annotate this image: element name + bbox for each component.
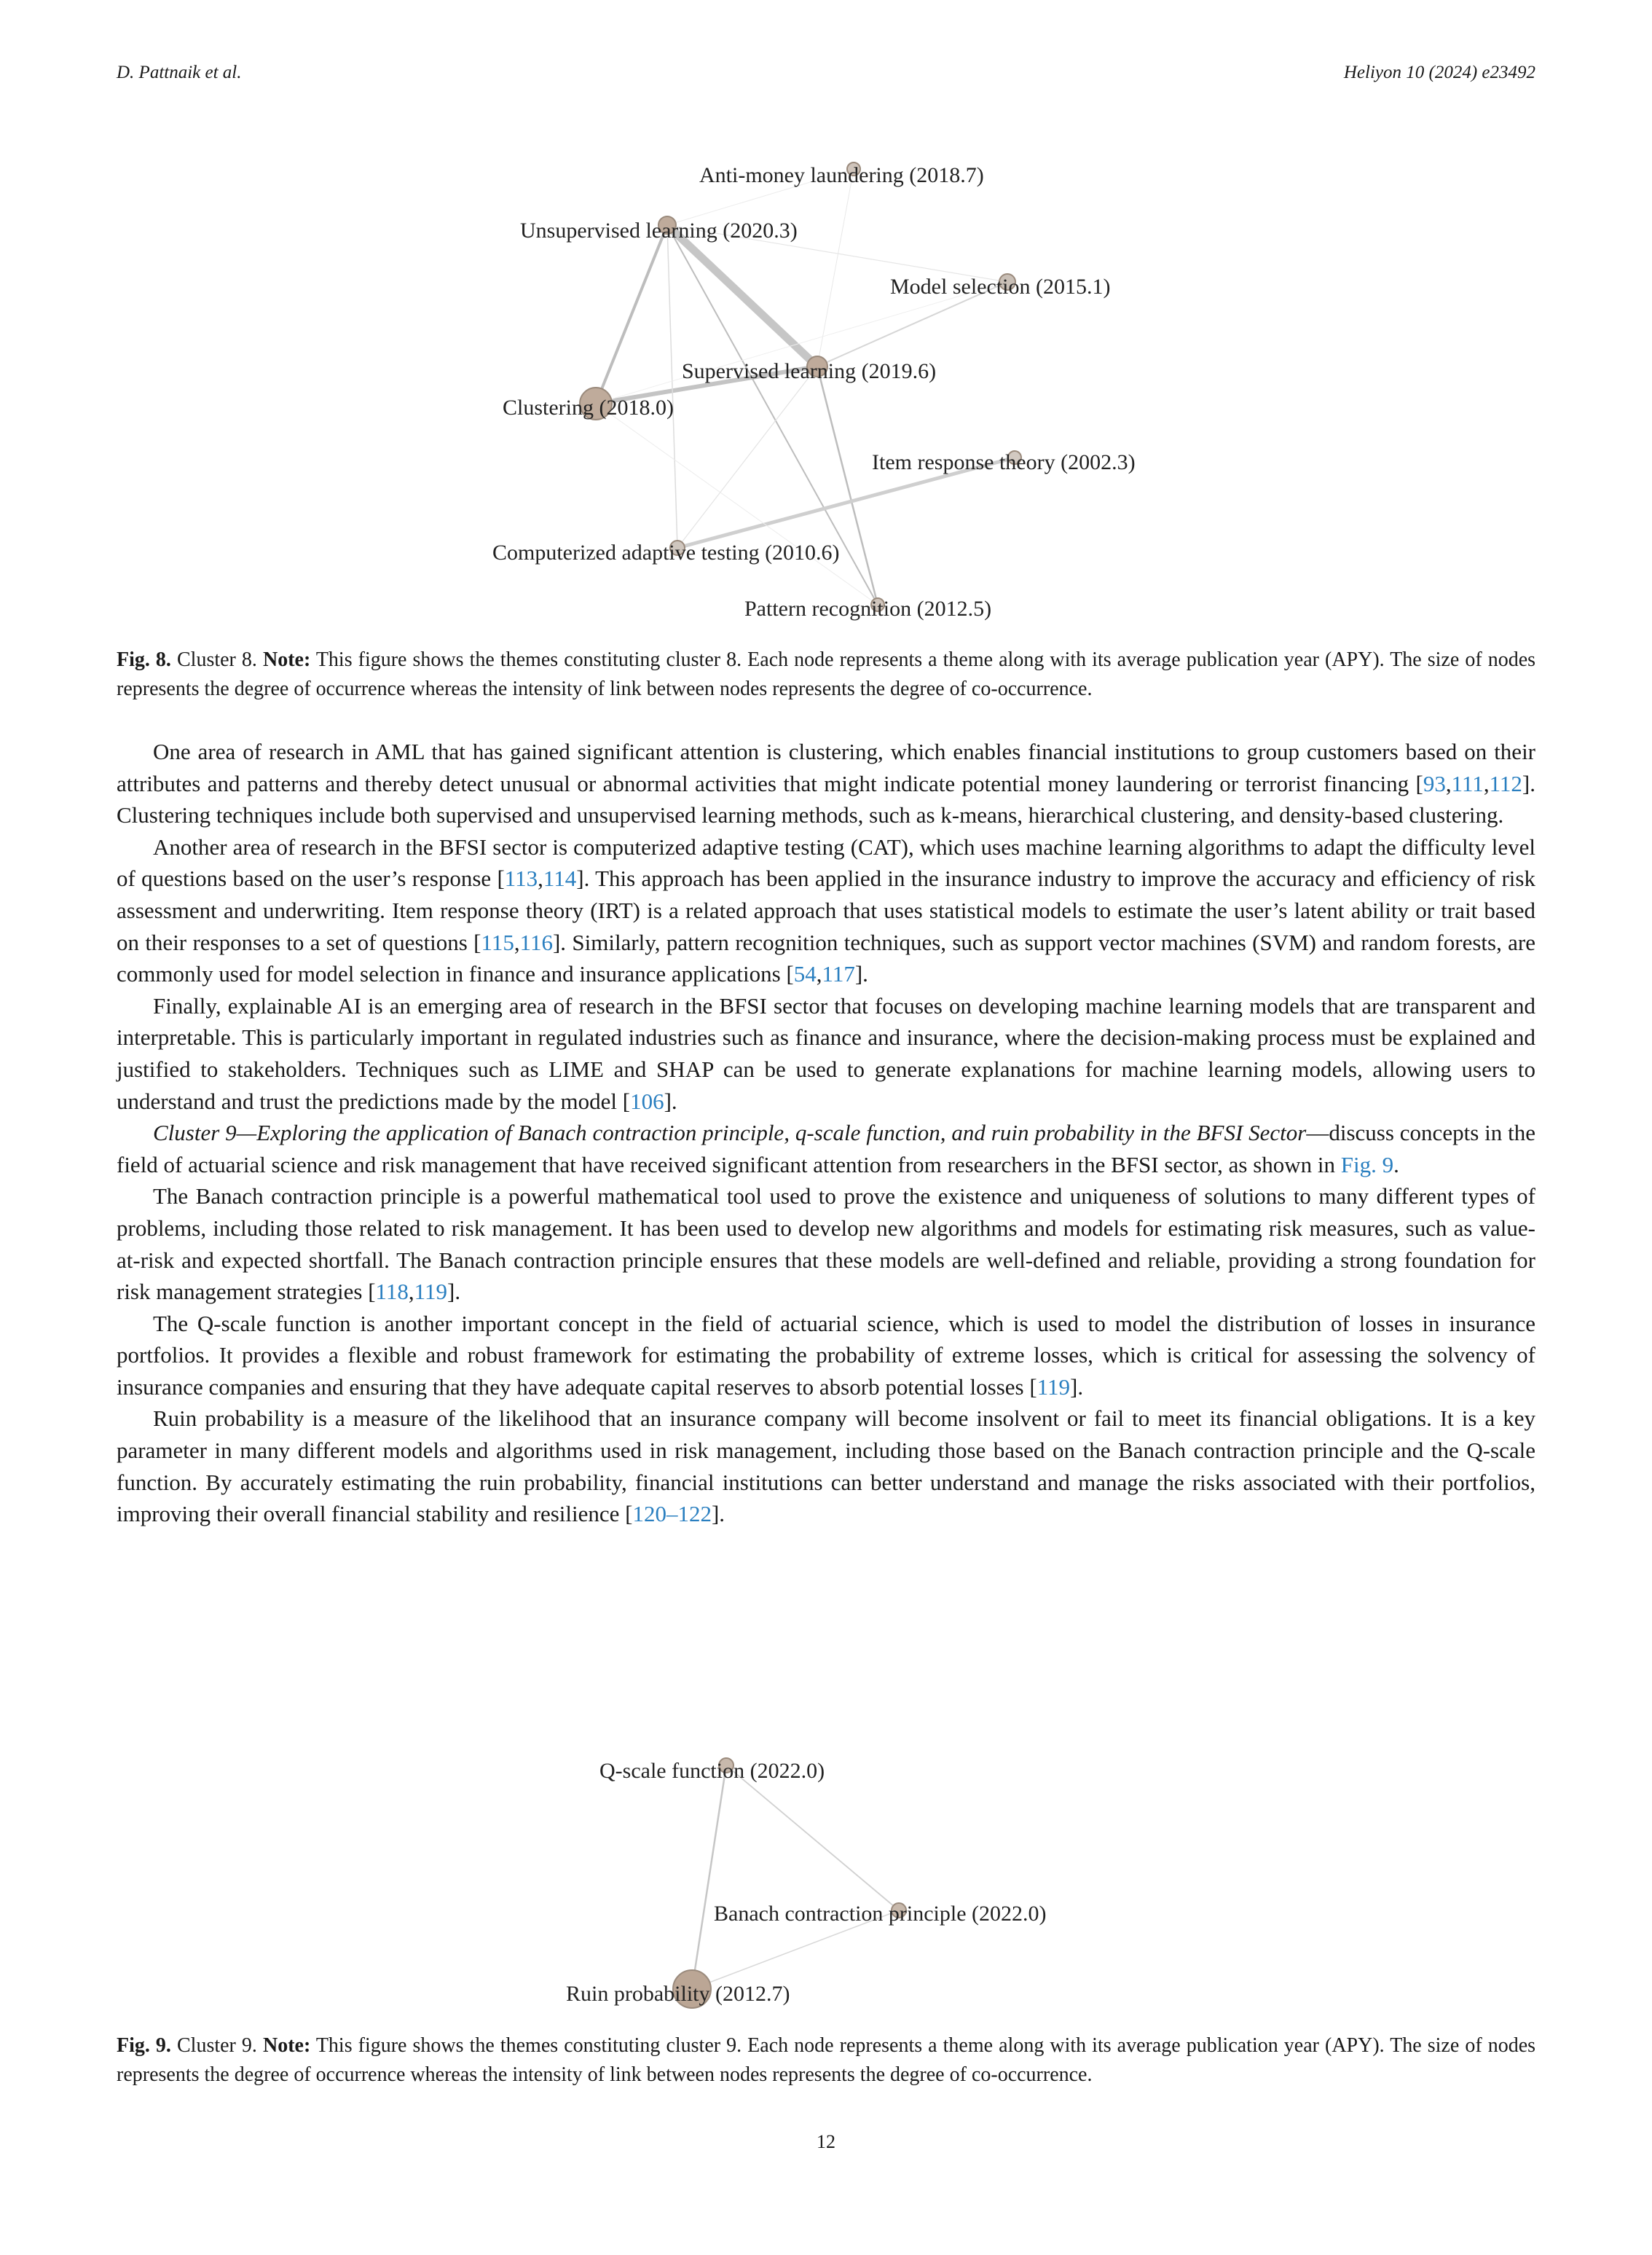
citation-link[interactable]: 117 <box>822 961 855 987</box>
citation-link[interactable]: 93 <box>1423 770 1446 796</box>
citation-link[interactable]: 115 <box>481 929 514 955</box>
figure-9-link[interactable]: Fig. 9 <box>1340 1151 1394 1177</box>
header-authors: D. Pattnaik et al. <box>117 63 242 82</box>
figure-8 <box>0 0 1652 641</box>
paragraph-5: The Banach contraction principle is a powerful mathematical tool used to prove the existence and uniqueness of solutions to many different types of problems, including those related to risk management. It has been used to develop new algorithms and models for estimating risk measures, such as value-at-risk and expected shortfall. The Banach contraction principle ensures that these models are well-defined and reliable, providing a strong foundation for risk management strategies [118,119]. <box>117 1183 1535 1305</box>
figure-8-caption <box>117 646 1535 704</box>
citation-link[interactable]: 106 <box>630 1088 664 1114</box>
label-pattern: Pattern recognition (2012.5) <box>744 597 992 621</box>
figure-9 <box>0 1719 1652 2018</box>
citation-link[interactable]: 111 <box>1451 770 1484 796</box>
label-aml: Anti-money laundering (2018.7) <box>699 163 984 187</box>
citation-link[interactable]: 119 <box>1037 1373 1071 1400</box>
header-journal: Heliyon 10 (2024) e23492 <box>1343 63 1535 82</box>
paragraph-4: Cluster 9—Exploring the application of Banach contraction principle, q-scale function, and ruin probability in the BFSI Sector—discuss concepts in the field of actuarial science and risk management that have received significant attention from researchers in the BFSI sector, as shown in Fig. 9. <box>117 1120 1535 1177</box>
figure-9-network <box>0 1719 1652 2018</box>
fig8-caption-note-label: Note: <box>262 648 311 671</box>
label-clust: Clustering (2018.0) <box>503 396 674 420</box>
fig8-caption-title: Cluster 8. <box>176 648 257 671</box>
fig9-caption-text: This figure shows the themes constituting cluster 9. Each node represents a theme along with its average publication year (APY). The size of nodes represents the degree of occurrence whereas the intensity of link between nodes represents the degree of co-occurrence. <box>117 2034 1536 2086</box>
citation-link[interactable]: 118 <box>375 1279 409 1305</box>
edge-unsup-clust <box>596 225 667 404</box>
citation-link[interactable]: 119 <box>414 1279 447 1305</box>
label-irt: Item response theory (2002.3) <box>872 450 1136 474</box>
fig8-caption-text: This figure shows the themes constituting cluster 8. Each node represents a theme along with its average publication year (APY). The size of nodes represents the degree of occurrence whereas the intensity of link between nodes represents the degree of co-occurrence. <box>117 648 1536 700</box>
label-sup: Supervised learning (2019.6) <box>682 359 937 383</box>
edge-qscale-banach <box>726 1765 899 1910</box>
fig9-caption-note-label: Note: <box>262 2034 311 2057</box>
paragraph-6: The Q-scale function is another important concept in the field of actuarial science, which is used to model the distribution of losses in insurance portfolios. It provides a flexible and robust framework for estimating the probability of extreme losses, which is critical for assessing the solvency of insurance companies and ensuring that they have adequate capital reserves to absorb potential losses [119]. <box>117 1310 1535 1400</box>
paragraph-3: Finally, explainable AI is an emerging area of research in the BFSI sector that focuses on developing machine learning models that are transparent and interpretable. This is particularly important in regulated industries such as finance and insurance, where the decision-making process must be explained and justified to stakeholders. Techniques such as LIME and SHAP can be used to generate explanations for machine learning models, allowing users to understand and trust the predictions made by the model [106]. <box>117 992 1535 1114</box>
citation-link[interactable]: 120–122 <box>632 1501 712 1527</box>
label-banach: Banach contraction principle (2022.0) <box>714 1902 1047 1926</box>
cluster-9-heading: Cluster 9—Exploring the application of Banach contraction principle, q-scale function, and ruin probability in the BFSI Sector <box>153 1120 1307 1146</box>
paragraph-2: Another area of research in the BFSI sector is computerized adaptive testing (CAT), which uses machine learning algorithms to adapt the difficulty level of questions based on the user’s response [113,114]. This approach has been applied in the insurance industry to improve the accuracy and efficiency of risk assessment and underwriting. Item response theory (IRT) is a related approach that uses statistical models to estimate the user’s latent ability or trait based on their responses to a set of questions [115,116]. Similarly, pattern recognition techniques, such as support vector machines (SVM) and random forests, are commonly used for model selection in finance and insurance applications [54,117]. <box>117 834 1535 987</box>
label-model: Model selection (2015.1) <box>890 275 1111 299</box>
edge-qscale-ruin <box>692 1765 726 1989</box>
edge-clust-model <box>596 282 1007 404</box>
paragraph-1: One area of research in AML that has gained significant attention is clustering, which enables financial institutions to group customers based on their attributes and patterns and thereby detect unusual or abnormal activities that might indicate potential money laundering or terrorist financing [93,111,112]. Clustering techniques include both supervised and unsupervised learning methods, such as k-means, hierarchical clustering, and density-based clustering. <box>117 739 1535 828</box>
citation-link[interactable]: 116 <box>519 929 553 955</box>
fig9-caption-label: Fig. 9. <box>117 2034 171 2057</box>
body-text <box>117 736 1535 1530</box>
citation-link[interactable]: 112 <box>1489 770 1522 796</box>
figure-8-network <box>0 0 1652 641</box>
label-ruin: Ruin probability (2012.7) <box>566 1982 790 2006</box>
edge-sup-pattern <box>817 366 878 605</box>
page-number: 12 <box>817 2131 835 2152</box>
citation-link[interactable]: 114 <box>543 866 577 892</box>
paragraph-7: Ruin probability is a measure of the likelihood that an insurance company will become insolvent or fail to meet its financial obligations. It is a key parameter in many different models and algorithms used in risk management, including those based on the Banach contraction principle and the Q-scale function. By accurately estimating the ruin probability, financial institutions can better understand and manage the risks associated with their portfolios, improving their overall financial stability and resilience [120–122]. <box>117 1405 1535 1527</box>
fig9-caption-title: Cluster 9. <box>176 2034 257 2057</box>
citation-link[interactable]: 54 <box>793 961 817 987</box>
fig8-caption-label: Fig. 8. <box>117 648 171 671</box>
figure-9-caption <box>117 2031 1535 2090</box>
edge-unsup-cat <box>667 225 677 548</box>
label-unsup: Unsupervised learning (2020.3) <box>520 219 798 243</box>
citation-link[interactable]: 113 <box>504 866 538 892</box>
label-qscale: Q-scale function (2022.0) <box>599 1759 825 1783</box>
label-cat: Computerized adaptive testing (2010.6) <box>492 541 840 565</box>
